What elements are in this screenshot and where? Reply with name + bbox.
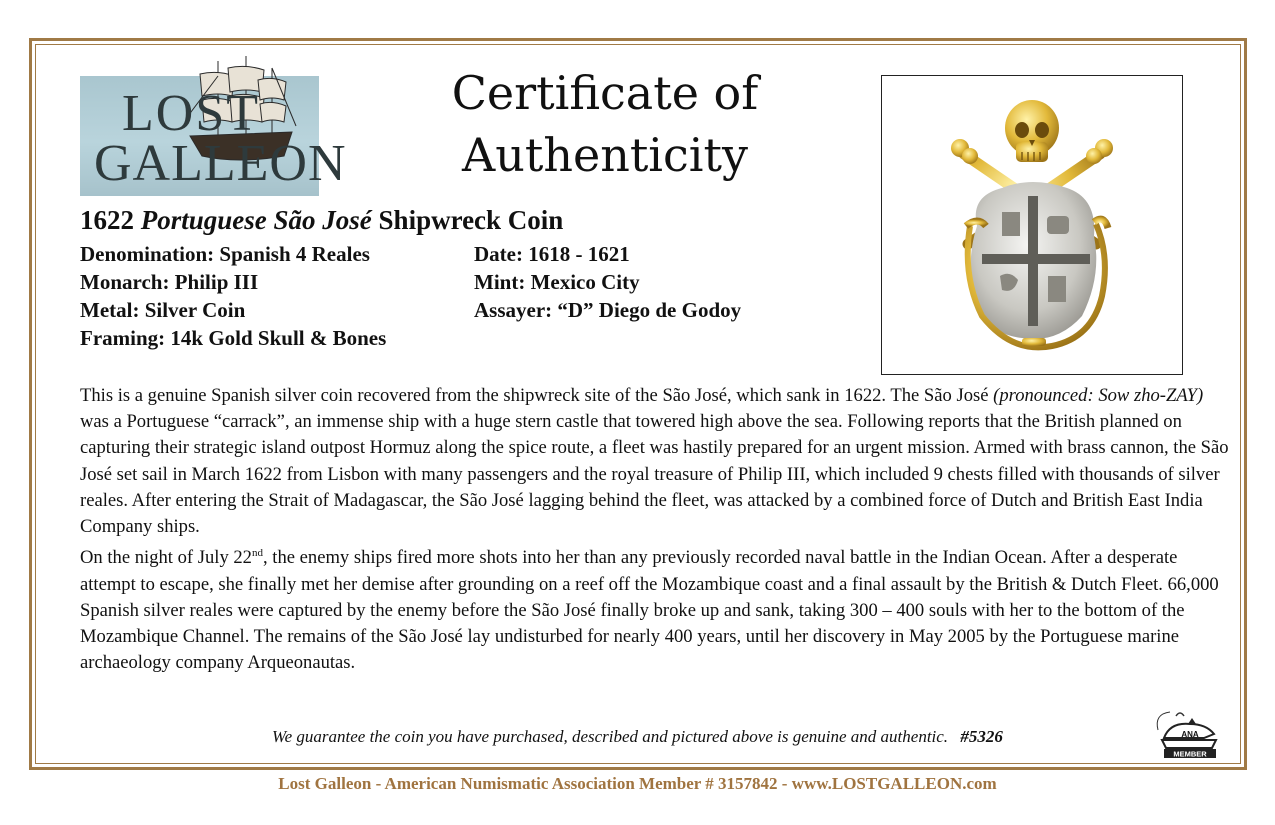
history-paragraph-1 xyxy=(80,383,1230,540)
guarantee-statement xyxy=(272,727,1003,747)
spec-date: Date: 1618 - 1621 xyxy=(474,242,630,266)
ana-lamp-icon xyxy=(1150,708,1222,758)
heading-ship-name: Portuguese São José xyxy=(140,205,372,235)
ana-member-badge xyxy=(1150,708,1222,763)
spec-mint: Mint: Mexico City xyxy=(474,270,640,294)
lost-galleon-logo xyxy=(80,76,347,196)
p2-ordinal: nd xyxy=(251,547,263,560)
footer-line: Lost Galleon - American Numismatic Association Member # 3157842 - www.LOSTGALLEON.com xyxy=(278,774,997,793)
history-paragraph-2 xyxy=(80,540,1230,676)
logo-word-lost: LOST xyxy=(122,85,260,142)
p2-text-b: , the enemy ships fired more shots into her than any previously recorded naval battle in the Indian Ocean. After a desperate attempt to escape, she finally met her demise after grounding on a reef off the Mozambique coast and a final assault by the British & Dutch Fleet. 66,000 Spanish silver reales were captured by the enemy before the São José finally broke up and sank, taking 300 – 400 souls with her to the bottom of the Mozambique Channel. The remains of the São José lay undisturbed for nearly 400 years, until her discovery in May 2005 by the Portuguese marine archaeology company Arqueonautas. xyxy=(80,547,1219,674)
badge-ana-label: ANA xyxy=(1181,730,1199,739)
heading-suffix: Shipwreck Coin xyxy=(378,205,564,235)
coin-pendant-image xyxy=(882,76,1182,374)
coin-photo-frame xyxy=(881,75,1183,375)
title-line-2: Authenticity xyxy=(462,128,748,182)
spec-assayer: Assayer: “D” Diego de Godoy xyxy=(474,298,742,322)
title-line-1: Certificate of xyxy=(451,66,759,120)
p2-text-a: On the night of July 22 xyxy=(80,547,252,569)
pronunciation-note: (pronounced: Sow zho-ZAY) xyxy=(993,385,1204,406)
spec-denomination: Denomination: Spanish 4 Reales xyxy=(80,242,370,266)
badge-member-label: MEMBER xyxy=(1173,749,1207,758)
heading-year: 1622 xyxy=(80,205,134,235)
spec-framing: Framing: 14k Gold Skull & Bones xyxy=(80,326,387,350)
guarantee-text: We guarantee the coin you have purchased, described and pictured above is genuine and authentic. xyxy=(272,727,949,746)
p1-text-b: was a Portuguese “carrack”, an immense ship with a huge stern castle that towered high above the sea. Following reports that the British planned on capturing their strategic island outpost Hormuz along the spice route, a fleet was hastily prepared for an urgent mission. Armed with brass cannon, the São José set sail in March 1622 from Lisbon with many passengers and the royal treasure of Philip III, which included 9 chests filled with thousands of silver reales. After entering the Strait of Madagascar, the São José lagging behind the fleet, was attacked by a combined force of Dutch and British East India Company ships. xyxy=(80,411,1229,538)
history-text xyxy=(80,383,1230,676)
logo-word-galleon: GALLEON xyxy=(94,135,347,192)
coin-heading xyxy=(80,205,563,236)
certificate-number: #5326 xyxy=(960,727,1003,746)
spec-monarch: Monarch: Philip III xyxy=(80,270,259,294)
spec-metal: Metal: Silver Coin xyxy=(80,298,246,322)
p1-text-a: This is a genuine Spanish silver coin recovered from the shipwreck site of the São José, which sank in 1622. The São José xyxy=(80,385,994,406)
certificate-title xyxy=(420,62,790,186)
